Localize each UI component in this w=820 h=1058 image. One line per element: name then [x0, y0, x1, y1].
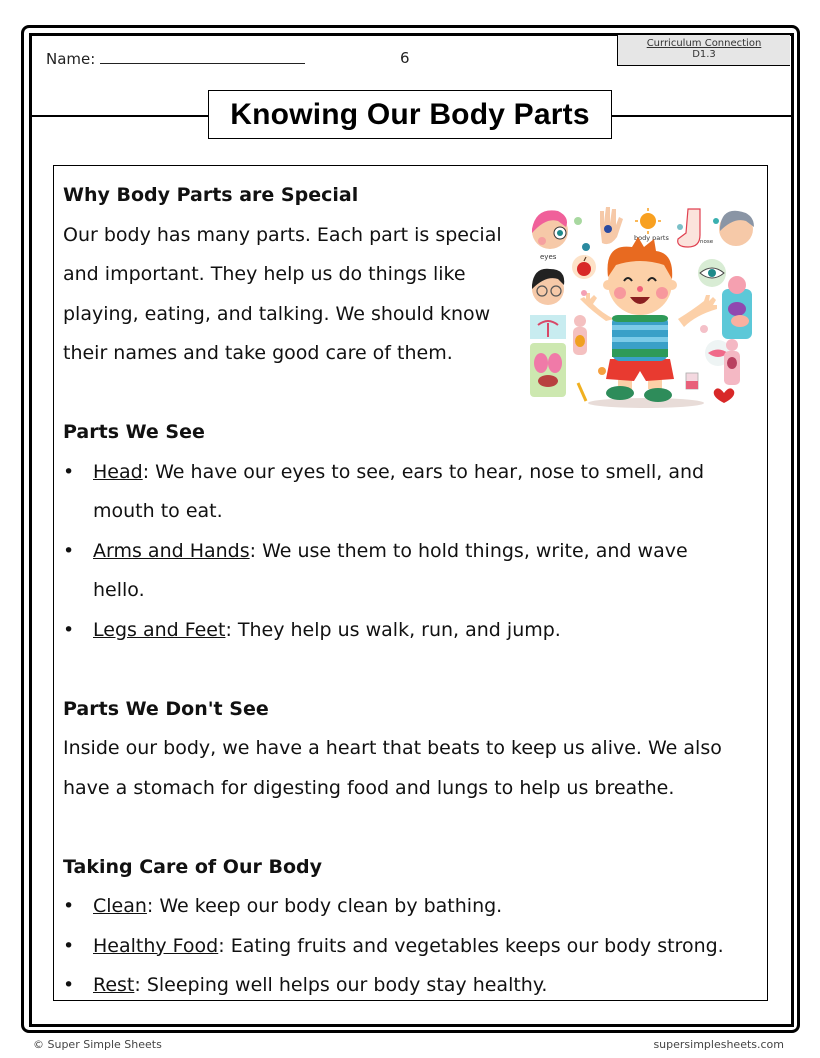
item-text: : We use them to hold things, write, and wave: [249, 539, 688, 562]
bullet-icon: •: [63, 460, 75, 483]
term-clean: Clean: [93, 895, 147, 917]
svg-text:eyes: eyes: [540, 253, 557, 261]
list-item: [63, 966, 763, 1006]
name-blank-line[interactable]: [100, 49, 305, 64]
intro-line: their names and take good care of them.: [63, 342, 453, 364]
list-item: [63, 887, 763, 927]
item-text: : Sleeping well helps our body stay healthy.: [134, 974, 548, 996]
body-silhouette-icon: [573, 315, 587, 355]
curriculum-code: D1.3: [692, 49, 716, 60]
term-rest: Rest: [93, 974, 135, 996]
svg-text:body parts: body parts: [634, 234, 669, 242]
item-text: : They help us walk, run, and jump.: [225, 618, 561, 641]
bullet-icon: •: [63, 895, 75, 917]
apple-icon: [572, 255, 596, 279]
body-parts-illustration: [528, 203, 754, 410]
taking-care-list: [63, 887, 763, 1006]
term-legs-and-feet: Legs and Feet: [93, 618, 226, 641]
list-item: [63, 611, 763, 651]
reproductive-organ-icon: [530, 315, 566, 339]
section-heading-parts-we-see: Parts We See: [63, 421, 205, 443]
intro-line: Our body has many parts. Each part is special: [63, 223, 502, 246]
svg-text:nose: nose: [700, 239, 714, 245]
curriculum-connection-box: [617, 35, 790, 66]
list-item: [63, 453, 763, 532]
item-text: : Eating fruits and vegetables keeps our body strong.: [218, 934, 724, 957]
cup-icon: [686, 373, 698, 389]
inner-parts-line: Inside our body, we have a heart that beats to keep us alive. We also: [63, 737, 722, 759]
name-field[interactable]: [46, 49, 305, 68]
item-text: : We have our eyes to see, ears to hear, nose to smell, and: [142, 460, 705, 483]
anatomy-body-icon: [724, 339, 740, 385]
footer-website-link[interactable]: supersimplesheets.com: [653, 1038, 784, 1051]
eye-icon: [698, 259, 726, 287]
inner-parts-line: have a stomach for digesting food and lungs to help us breathe.: [63, 776, 675, 799]
term-head: Head: [93, 460, 143, 483]
lungs-icon: [530, 343, 566, 397]
boy-glasses-face-icon: [532, 269, 564, 305]
page-number: 6: [400, 49, 410, 67]
bullet-icon: •: [63, 934, 75, 957]
title-box: [208, 90, 612, 139]
bullet-icon: •: [63, 974, 75, 996]
intro-line: playing, eating, and talking. We should know: [63, 302, 491, 325]
list-item: [63, 927, 763, 967]
item-text: : We keep our body clean by bathing.: [146, 895, 503, 917]
curriculum-title[interactable]: Curriculum Connection: [646, 38, 762, 49]
intro-line: and important. They help us do things like: [63, 263, 466, 285]
name-label: Name:: [46, 50, 96, 68]
parts-we-see-list: [63, 453, 763, 651]
list-item: [63, 532, 763, 611]
term-arms-and-hands: Arms and Hands: [93, 539, 250, 562]
section-heading-intro: Why Body Parts are Special: [63, 184, 359, 206]
item-text-continued: hello.: [93, 579, 145, 601]
footer-copyright: © Super Simple Sheets: [33, 1038, 162, 1051]
item-text-continued: mouth to eat.: [93, 500, 223, 522]
intro-paragraph: [63, 216, 523, 374]
section-heading-taking-care: Taking Care of Our Body: [63, 855, 322, 878]
page-title: Knowing Our Body Parts: [230, 97, 590, 131]
bullet-icon: •: [63, 539, 75, 562]
bullet-icon: •: [63, 618, 75, 641]
term-healthy-food: Healthy Food: [93, 934, 219, 957]
section-heading-parts-we-dont-see: Parts We Don't See: [63, 697, 269, 720]
